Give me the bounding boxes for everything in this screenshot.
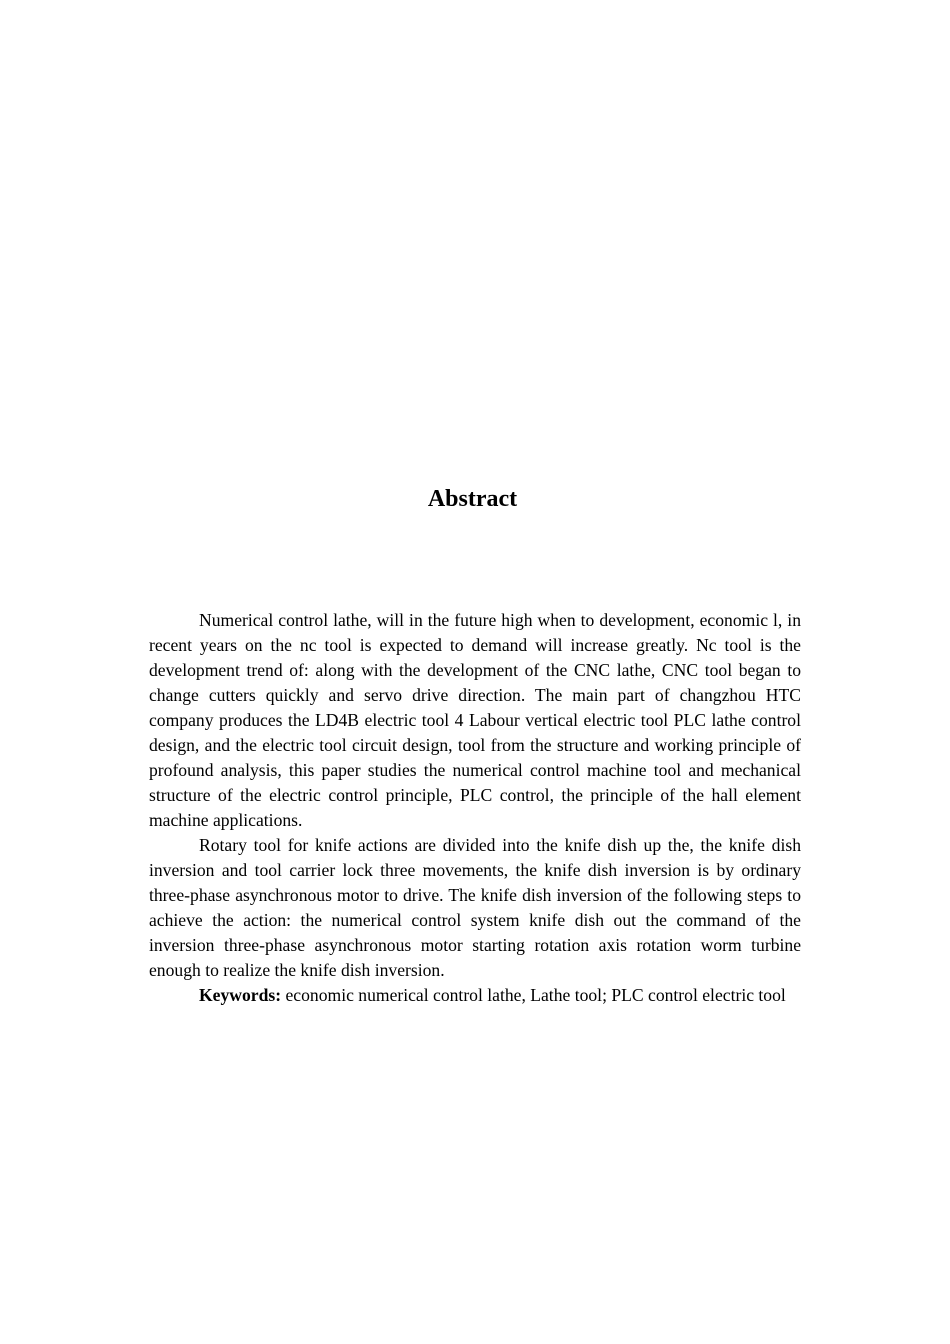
abstract-paragraph-2: Rotary tool for knife actions are divided into the knife dish up the, the knife dish inversion and tool carrier lock three movements, the knife dish inversion is by ordinary three-phase asynchronous motor to drive. The knife dish inversion of the following steps to achieve the action: the numerical control system knife dish out the command of the inversion three-phase asynchronous motor starting rotation axis rotation worm turbine enough to realize the knife dish inversion. (149, 835, 801, 980)
keywords-text: economic numerical control lathe, Lathe tool; PLC control electric tool (285, 985, 786, 1005)
abstract-paragraph-1: Numerical control lathe, will in the future high when to development, economic l, in recent years on the nc tool is expected to demand will increase greatly. Nc tool is the development trend of: along with the development of the CNC lathe, CNC tool began to change cutters quickly and servo drive direction. The main part of changzhou HTC company produces the LD4B electric tool 4 Labour vertical electric tool PLC lathe control design, and the electric tool circuit design, tool from the structure and working principle of profound analysis, this paper studies the numerical control machine tool and mechanical structure of the electric control principle, PLC control, the principle of the hall element machine applications. (149, 610, 801, 830)
abstract-body (149, 608, 801, 1008)
keywords-line (149, 983, 801, 1008)
abstract-title: Abstract (427, 486, 518, 512)
keywords-label: Keywords: (199, 985, 282, 1005)
